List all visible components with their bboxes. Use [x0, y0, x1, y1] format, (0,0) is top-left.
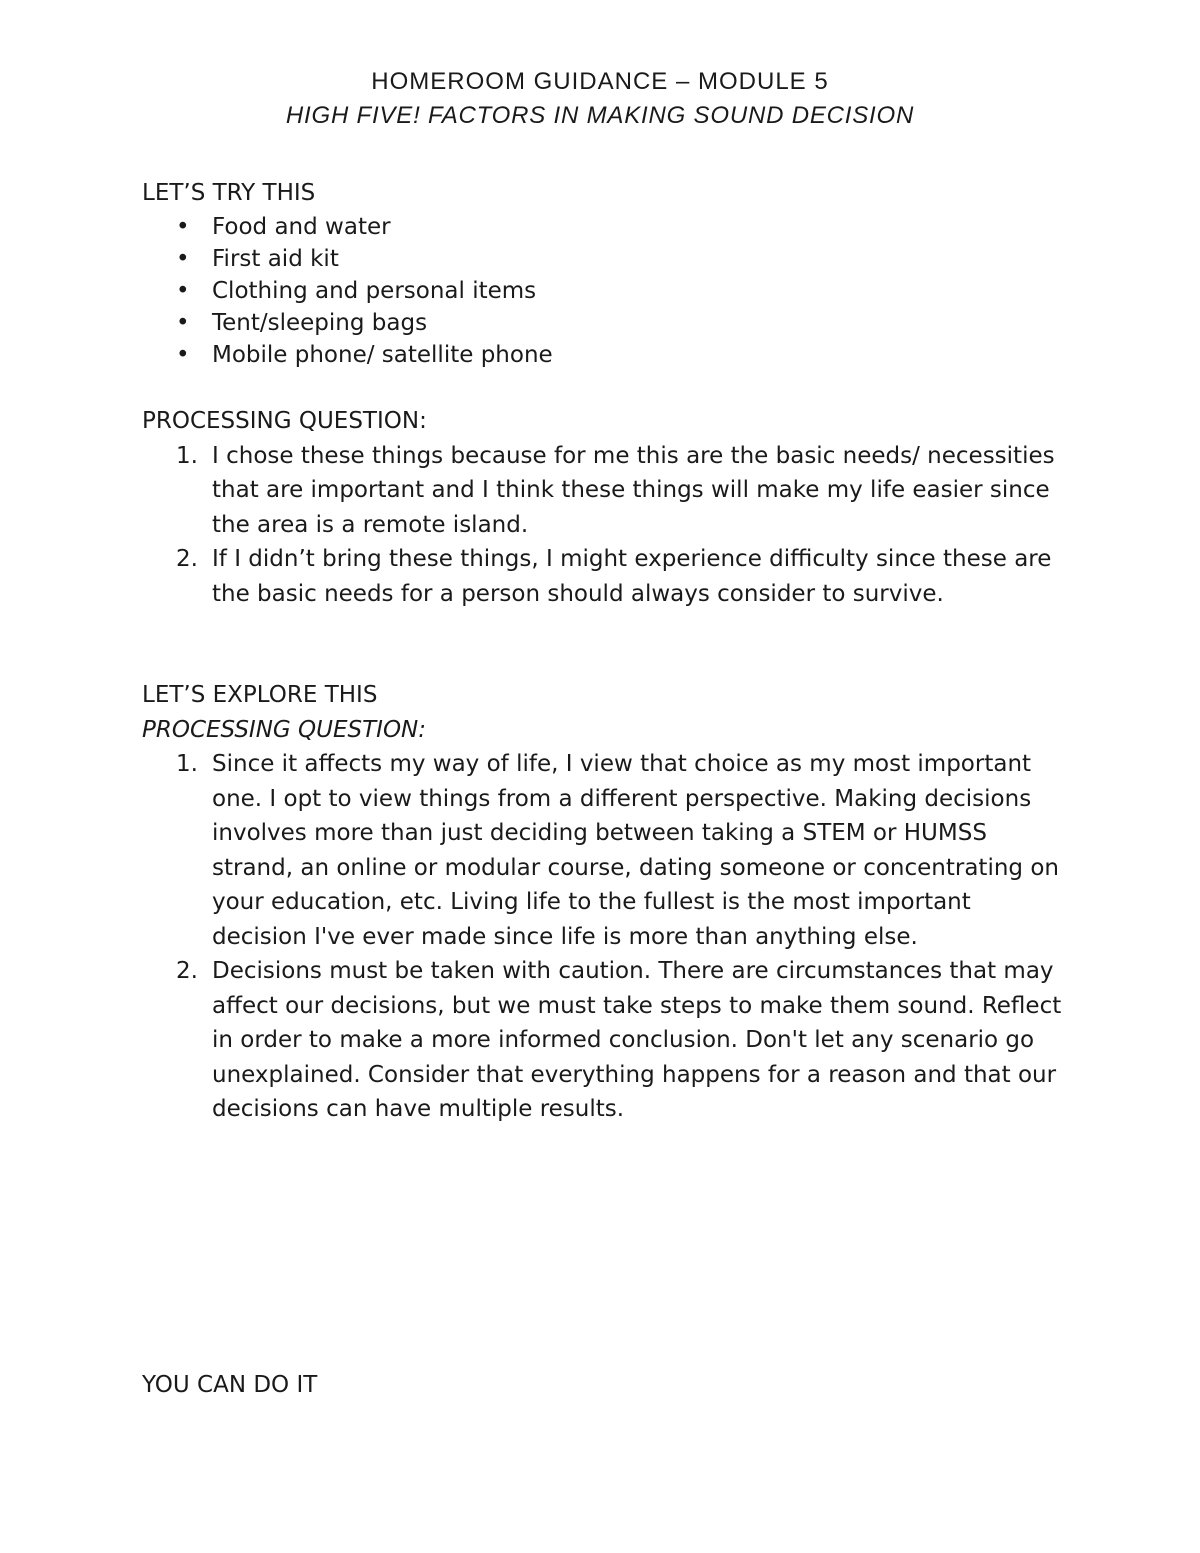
- section-heading-processing-question: PROCESSING QUESTION:: [142, 408, 427, 434]
- answer-text: I chose these things because for me this are the basic needs/ necessities that are important and I think these things will make my life easier since the area is a remote island.: [212, 442, 1055, 538]
- answer-item: [142, 439, 1072, 543]
- answer-item: [142, 954, 1072, 1127]
- list-item-text: Clothing and personal items: [212, 277, 537, 304]
- answer-item: [142, 542, 1072, 611]
- list-item: [142, 275, 1072, 307]
- document-subtitle: HIGH FIVE! FACTORS IN MAKING SOUND DECISION: [285, 102, 915, 129]
- answer-text: Decisions must be taken with caution. There are circumstances that may affect our decisions, but we must take steps to make them sound. Reflect in order to make a more informed conclusion. Don't let any scenario go unexplained. Consider that everything happens for a reason and that our decisions can have multiple results.: [212, 958, 1062, 1122]
- lets-explore-section: [142, 678, 1072, 1127]
- answer-number: 2.: [176, 958, 198, 984]
- answer-number: 1.: [176, 442, 198, 469]
- answer-text: Since it affects my way of life, I view that choice as my most important one. I opt to view things from a different perspective. Making decisions involves more than just deciding between taking a STEM or HUMSS strand, an online or modular course, dating someone or concentrating on your education, etc. Living life to the fullest is the most important decision I've ever made since life is more than anything else.: [212, 751, 1059, 950]
- answer-number: 2.: [176, 546, 198, 572]
- processing-question-section: [142, 404, 1072, 611]
- list-item-text: First aid kit: [212, 245, 339, 272]
- list-item: [142, 243, 1072, 275]
- list-item-text: Tent/sleeping bags: [212, 309, 428, 336]
- bullet-icon: •: [176, 213, 190, 240]
- section-heading-you-can-do-it: YOU CAN DO IT: [142, 1372, 318, 1398]
- bullet-icon: •: [176, 245, 190, 272]
- answer-text: If I didn’t bring these things, I might experience difficulty since these are the basic needs for a person should always consider to survive.: [212, 546, 1052, 607]
- list-item: [142, 339, 1072, 371]
- list-item-text: Mobile phone/ satellite phone: [212, 341, 553, 368]
- section-heading-lets-explore: LET’S EXPLORE THIS: [142, 682, 378, 708]
- list-item: [142, 307, 1072, 339]
- answer-item: [142, 747, 1072, 954]
- answer-number: 1.: [176, 751, 198, 777]
- answer-list: [142, 747, 1072, 1127]
- section-heading-lets-try: LET’S TRY THIS: [142, 180, 316, 206]
- document-title: HOMEROOM GUIDANCE – MODULE 5: [371, 68, 829, 95]
- answer-list: [142, 439, 1072, 612]
- bullet-icon: •: [176, 341, 190, 368]
- section-subheading-processing-question: PROCESSING QUESTION:: [142, 716, 427, 743]
- list-item-text: Food and water: [212, 213, 391, 240]
- bullet-icon: •: [176, 277, 190, 304]
- list-item: [142, 211, 1072, 243]
- you-can-do-it-section: [142, 1368, 1072, 1403]
- lets-try-section: [142, 176, 1072, 371]
- supply-list: [142, 211, 1072, 371]
- bullet-icon: •: [176, 309, 190, 336]
